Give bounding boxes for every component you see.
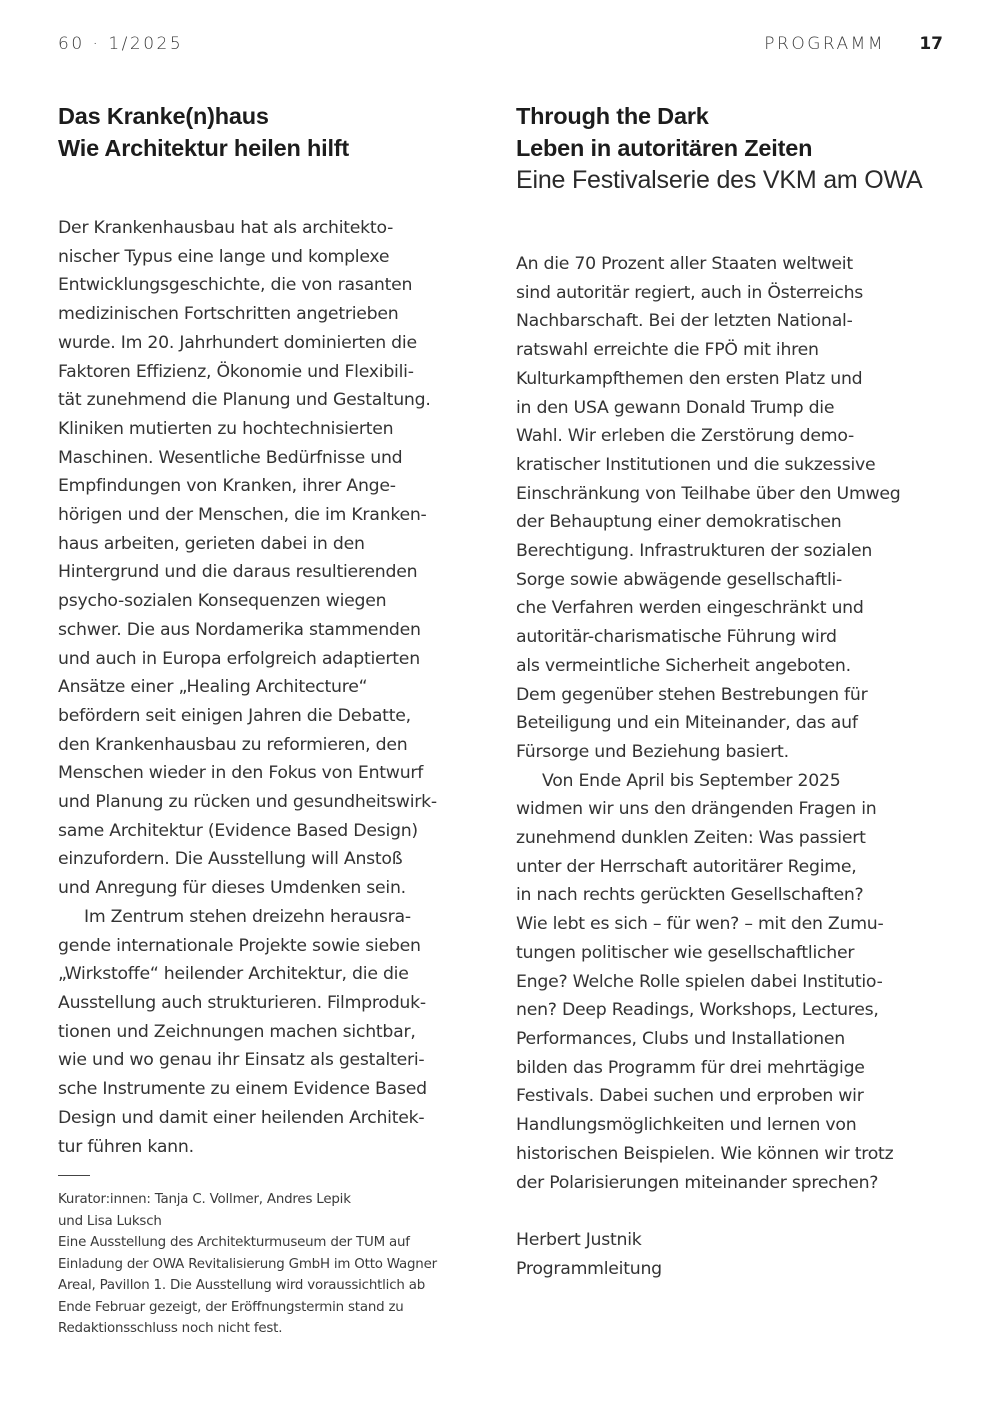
author-signature bbox=[516, 1226, 956, 1283]
text-line: Kulturkampfthemen den ersten Platz und bbox=[516, 368, 863, 389]
text-line: tionen und Zeichnungen machen sichtbar, bbox=[58, 1021, 416, 1042]
text-line: Faktoren Effizienz, Ökonomie und Flexibili- bbox=[58, 361, 414, 382]
text-line: kratischer Institutionen und die sukzessive bbox=[516, 454, 876, 475]
text-line: hörigen und der Menschen, die im Kranken- bbox=[58, 505, 427, 526]
text-line: Nachbarschaft. Bei der letzten National- bbox=[516, 311, 853, 332]
paragraph bbox=[58, 903, 498, 1161]
text-line: Von Ende April bis September 2025 bbox=[542, 770, 841, 791]
text-line: autoritär-charismatische Führung wird bbox=[516, 627, 837, 648]
text-line: Empfindungen von Kranken, ihrer Ange- bbox=[58, 476, 396, 497]
text-line: Sorge sowie abwägende gesellschaftli- bbox=[516, 569, 843, 590]
text-line: der Behauptung einer demokratischen bbox=[516, 512, 842, 533]
text-line: medizinischen Fortschritten angetrieben bbox=[58, 304, 399, 325]
text-line: Menschen wieder in den Fokus von Entwurf bbox=[58, 763, 424, 784]
text-line: Enge? Welche Rolle spielen dabei Institutio- bbox=[516, 971, 883, 992]
text-line: Der Krankenhausbau hat als architekto- bbox=[58, 218, 394, 238]
text-line: Fürsorge und Beziehung basiert. bbox=[516, 741, 789, 762]
text-line: nischer Typus eine lange und komplexe bbox=[58, 246, 390, 267]
article-body bbox=[516, 250, 956, 1283]
title-line: Wie Architektur heilen hilft bbox=[58, 135, 350, 161]
author-name: Herbert Justnik bbox=[516, 1229, 642, 1250]
page-header bbox=[58, 34, 943, 56]
text-line: wie und wo genau ihr Einsatz als gestalteri- bbox=[58, 1050, 425, 1071]
article-title bbox=[58, 100, 498, 164]
text-line: Design und damit einer heilenden Architek- bbox=[58, 1107, 425, 1128]
text-line: che Verfahren werden eingeschränkt und bbox=[516, 598, 864, 619]
text-line: befördern seit einigen Jahren die Debatte, bbox=[58, 705, 411, 726]
text-line: Dem gegenüber stehen Bestrebungen für bbox=[516, 684, 868, 705]
title-line: Das Kranke(n)haus bbox=[58, 103, 269, 129]
title-line: Leben in autoritären Zeiten bbox=[516, 135, 813, 161]
page-number: 17 bbox=[919, 34, 943, 54]
text-line: tungen politischer wie gesellschaftlicher bbox=[516, 942, 855, 963]
text-line: der Polarisierungen miteinander sprechen? bbox=[516, 1172, 879, 1193]
section-label: PROGRAMM bbox=[764, 34, 885, 54]
text-line: same Architektur (Evidence Based Design) bbox=[58, 820, 418, 841]
text-line: einzufordern. Die Ausstellung will Anstoß bbox=[58, 849, 403, 870]
paragraph bbox=[58, 214, 498, 903]
text-line: wurde. Im 20. Jahrhundert dominierten die bbox=[58, 332, 417, 353]
text-line: Areal, Pavillon 1. Die Ausstellung wird voraussichtlich ab bbox=[58, 1278, 426, 1294]
text-line: Eine Ausstellung des Architekturmuseum der TUM auf bbox=[58, 1235, 410, 1251]
title-line: Through the Dark bbox=[516, 103, 709, 129]
text-line: Festivals. Dabei suchen und erproben wir bbox=[516, 1086, 864, 1107]
text-line: Kliniken mutierten zu hochtechnisierten bbox=[58, 418, 394, 439]
text-line: Maschinen. Wesentliche Bedürfnisse und bbox=[58, 447, 403, 468]
text-line: Ausstellung auch strukturieren. Filmproduk- bbox=[58, 992, 426, 1013]
text-line: bilden das Programm für drei mehrtägige bbox=[516, 1057, 865, 1078]
text-line: und Planung zu rücken und gesundheitswirk- bbox=[58, 792, 437, 813]
text-line: Berechtigung. Infrastrukturen der sozialen bbox=[516, 541, 873, 562]
article-left bbox=[58, 100, 498, 1340]
text-line: widmen wir uns den drängenden Fragen in bbox=[516, 799, 877, 820]
text-line: Im Zentrum stehen dreizehn herausra- bbox=[84, 906, 411, 927]
author-role: Programmleitung bbox=[516, 1258, 662, 1279]
issue-number: 60 · 1/2025 bbox=[58, 34, 184, 54]
article-body bbox=[58, 214, 498, 1161]
article-subtitle: Eine Festivalserie des VKM am OWA bbox=[516, 166, 923, 194]
text-line: Einladung der OWA Revitalisierung GmbH im Otto Wagner bbox=[58, 1256, 437, 1272]
article-title bbox=[516, 100, 956, 164]
text-line: schwer. Die aus Nordamerika stammenden bbox=[58, 619, 421, 640]
paragraph bbox=[516, 250, 956, 767]
text-line: gende internationale Projekte sowie sieben bbox=[58, 935, 421, 956]
text-line: Ende Februar gezeigt, der Eröffnungstermin stand zu bbox=[58, 1299, 404, 1315]
footnote-divider bbox=[58, 1175, 90, 1176]
text-line: Handlungsmöglichkeiten und lernen von bbox=[516, 1115, 857, 1136]
text-line: den Krankenhausbau zu reformieren, den bbox=[58, 734, 408, 755]
text-line: und auch in Europa erfolgreich adaptierten bbox=[58, 648, 420, 669]
text-line: Performances, Clubs und Installationen bbox=[516, 1028, 845, 1049]
text-line: Kurator:innen: Tanja C. Vollmer, Andres Lepik bbox=[58, 1192, 351, 1208]
text-line: Ansätze einer „Healing Architecture“ bbox=[58, 677, 368, 698]
text-line: nen? Deep Readings, Workshops, Lectures, bbox=[516, 1000, 879, 1021]
text-line: Entwicklungsgeschichte, die von rasanten bbox=[58, 275, 413, 296]
text-line: und Lisa Luksch bbox=[58, 1213, 162, 1229]
text-line: Hintergrund und die daraus resultierenden bbox=[58, 562, 418, 583]
text-line: Einschränkung von Teilhabe über den Umweg bbox=[516, 483, 901, 504]
text-line: und Anregung für dieses Umdenken sein. bbox=[58, 878, 406, 899]
text-line: ratswahl erreichte die FPÖ mit ihren bbox=[516, 340, 819, 361]
text-line: An die 70 Prozent aller Staaten weltweit bbox=[516, 254, 853, 274]
text-line: als vermeintliche Sicherheit angeboten. bbox=[516, 655, 851, 676]
article-right bbox=[516, 100, 956, 1283]
text-line: zunehmend dunklen Zeiten: Was passiert bbox=[516, 828, 866, 849]
text-line: haus arbeiten, gerieten dabei in den bbox=[58, 533, 365, 554]
text-line: in den USA gewann Donald Trump die bbox=[516, 397, 835, 418]
text-line: sind autoritär regiert, auch in Österreichs bbox=[516, 282, 864, 303]
paragraph bbox=[516, 767, 956, 1198]
exhibition-notes bbox=[58, 1189, 498, 1340]
text-line: psycho-sozialen Konsequenzen wiegen bbox=[58, 591, 387, 612]
text-line: tur führen kann. bbox=[58, 1136, 194, 1157]
text-line: Wahl. Wir erleben die Zerstörung demo- bbox=[516, 426, 854, 447]
text-line: tät zunehmend die Planung und Gestaltung. bbox=[58, 390, 431, 411]
text-line: Wie lebt es sich – für wen? – mit den Zumu- bbox=[516, 914, 884, 935]
text-line: sche Instrumente zu einem Evidence Based bbox=[58, 1079, 427, 1100]
text-line: in nach rechts gerückten Gesellschaften? bbox=[516, 885, 864, 906]
text-line: historischen Beispielen. Wie können wir trotz bbox=[516, 1143, 894, 1164]
text-line: Beteiligung und ein Miteinander, das auf bbox=[516, 713, 858, 734]
text-line: Redaktionsschluss noch nicht fest. bbox=[58, 1321, 283, 1337]
text-line: „Wirkstoffe“ heilender Architektur, die die bbox=[58, 964, 409, 985]
text-line: unter der Herrschaft autoritärer Regime, bbox=[516, 856, 857, 877]
